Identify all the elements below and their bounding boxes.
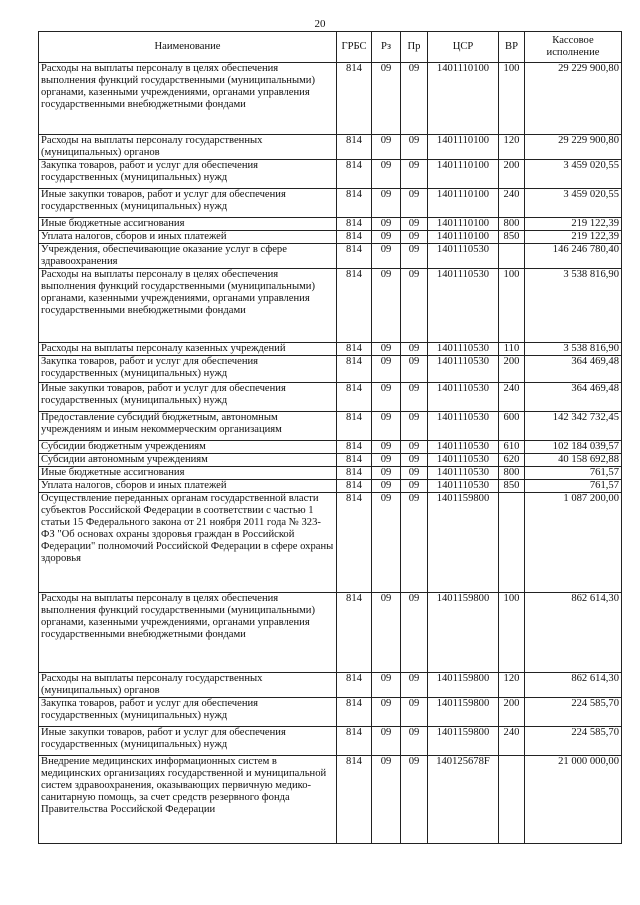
row-vr-cell: 120 xyxy=(499,673,525,698)
row-grbs-cell: 814 xyxy=(337,135,372,160)
row-csr-cell: 1401159800 xyxy=(428,493,499,593)
row-amount-cell: 142 342 732,45 xyxy=(525,412,622,441)
row-csr-cell: 1401110530 xyxy=(428,441,499,454)
table-row xyxy=(39,441,622,454)
row-vr-cell xyxy=(499,756,525,844)
header-grbs: ГРБС xyxy=(337,32,372,63)
row-pr-cell: 09 xyxy=(401,244,428,269)
row-pr-cell: 09 xyxy=(401,189,428,218)
row-vr-cell: 240 xyxy=(499,189,525,218)
row-vr-cell: 200 xyxy=(499,356,525,383)
row-grbs-cell: 814 xyxy=(337,467,372,480)
header-amount: Кассовое исполнение xyxy=(525,32,622,63)
row-rz-cell: 09 xyxy=(372,269,401,343)
row-pr-cell: 09 xyxy=(401,231,428,244)
row-pr-cell: 09 xyxy=(401,383,428,412)
row-name-cell: Иные закупки товаров, работ и услуг для обеспечения государственных (муниципальных) нужд xyxy=(39,727,337,756)
row-amount-cell: 3 459 020,55 xyxy=(525,160,622,189)
row-amount-cell: 219 122,39 xyxy=(525,231,622,244)
row-amount-cell: 3 459 020,55 xyxy=(525,189,622,218)
table-row xyxy=(39,269,622,343)
row-name-cell: Иные бюджетные ассигнования xyxy=(39,218,337,231)
row-csr-cell: 1401110530 xyxy=(428,480,499,493)
row-csr-cell: 1401110530 xyxy=(428,244,499,269)
row-pr-cell: 09 xyxy=(401,269,428,343)
row-pr-cell: 09 xyxy=(401,673,428,698)
row-rz-cell: 09 xyxy=(372,63,401,135)
row-rz-cell: 09 xyxy=(372,441,401,454)
row-grbs-cell: 814 xyxy=(337,356,372,383)
row-amount-cell: 224 585,70 xyxy=(525,698,622,727)
table-row xyxy=(39,412,622,441)
row-vr-cell: 100 xyxy=(499,63,525,135)
row-amount-cell: 364 469,48 xyxy=(525,356,622,383)
table-row xyxy=(39,135,622,160)
table-row xyxy=(39,467,622,480)
row-rz-cell: 09 xyxy=(372,673,401,698)
row-vr-cell: 620 xyxy=(499,454,525,467)
row-name-cell: Расходы на выплаты персоналу в целях обеспечения выполнения функций государственными (муниципальными) органами, казенными учреждениями, органами управления государственными внебюджетными фондами xyxy=(39,593,337,673)
table-row xyxy=(39,698,622,727)
row-amount-cell: 364 469,48 xyxy=(525,383,622,412)
row-pr-cell: 09 xyxy=(401,160,428,189)
row-csr-cell: 1401110530 xyxy=(428,356,499,383)
header-row xyxy=(39,32,622,63)
row-name-cell: Иные бюджетные ассигнования xyxy=(39,467,337,480)
row-csr-cell: 1401110100 xyxy=(428,135,499,160)
header-name: Наименование xyxy=(39,32,337,63)
row-vr-cell: 850 xyxy=(499,480,525,493)
row-rz-cell: 09 xyxy=(372,135,401,160)
row-vr-cell: 100 xyxy=(499,269,525,343)
row-vr-cell: 200 xyxy=(499,160,525,189)
table-row xyxy=(39,160,622,189)
row-name-cell: Расходы на выплаты персоналу в целях обеспечения выполнения функций государственными (муниципальными) органами, казенными учреждениями, органами управления государственными внебюджетными фондами xyxy=(39,269,337,343)
row-pr-cell: 09 xyxy=(401,467,428,480)
row-pr-cell: 09 xyxy=(401,493,428,593)
header-csr: ЦСР xyxy=(428,32,499,63)
row-rz-cell: 09 xyxy=(372,244,401,269)
row-rz-cell: 09 xyxy=(372,189,401,218)
table-row xyxy=(39,493,622,593)
row-pr-cell: 09 xyxy=(401,454,428,467)
header-pr: Пр xyxy=(401,32,428,63)
row-amount-cell: 224 585,70 xyxy=(525,727,622,756)
row-pr-cell: 09 xyxy=(401,727,428,756)
row-vr-cell: 110 xyxy=(499,343,525,356)
row-csr-cell: 1401159800 xyxy=(428,673,499,698)
header-vr: ВР xyxy=(499,32,525,63)
row-amount-cell: 29 229 900,80 xyxy=(525,135,622,160)
row-name-cell: Предоставление субсидий бюджетным, автономным учреждениям и иным некоммерческим организациям xyxy=(39,412,337,441)
table-row xyxy=(39,454,622,467)
row-name-cell: Закупка товаров, работ и услуг для обеспечения государственных (муниципальных) нужд xyxy=(39,698,337,727)
row-csr-cell: 1401110530 xyxy=(428,454,499,467)
row-grbs-cell: 814 xyxy=(337,673,372,698)
row-vr-cell: 800 xyxy=(499,218,525,231)
row-pr-cell: 09 xyxy=(401,756,428,844)
row-pr-cell: 09 xyxy=(401,412,428,441)
row-csr-cell: 1401159800 xyxy=(428,698,499,727)
row-name-cell: Расходы на выплаты персоналу государственных (муниципальных) органов xyxy=(39,135,337,160)
table-row xyxy=(39,343,622,356)
row-amount-cell: 761,57 xyxy=(525,467,622,480)
row-rz-cell: 09 xyxy=(372,412,401,441)
row-pr-cell: 09 xyxy=(401,480,428,493)
row-vr-cell: 120 xyxy=(499,135,525,160)
row-grbs-cell: 814 xyxy=(337,63,372,135)
row-pr-cell: 09 xyxy=(401,441,428,454)
row-grbs-cell: 814 xyxy=(337,480,372,493)
table-row xyxy=(39,480,622,493)
row-name-cell: Внедрение медицинских информационных систем в медицинских организациях государственной и муниципальной систем здравоохранения, оказывающих первичную медико-санитарную помощь, за счет средств резервного фонда Правительства Российской Федерации xyxy=(39,756,337,844)
row-csr-cell: 1401110530 xyxy=(428,343,499,356)
row-vr-cell: 800 xyxy=(499,467,525,480)
row-rz-cell: 09 xyxy=(372,493,401,593)
row-grbs-cell: 814 xyxy=(337,383,372,412)
table-row xyxy=(39,356,622,383)
row-grbs-cell: 814 xyxy=(337,231,372,244)
row-vr-cell: 240 xyxy=(499,727,525,756)
row-grbs-cell: 814 xyxy=(337,412,372,441)
row-amount-cell: 1 087 200,00 xyxy=(525,493,622,593)
row-amount-cell: 3 538 816,90 xyxy=(525,269,622,343)
row-rz-cell: 09 xyxy=(372,356,401,383)
row-vr-cell xyxy=(499,244,525,269)
row-amount-cell: 40 158 692,88 xyxy=(525,454,622,467)
table-row xyxy=(39,756,622,844)
table-row xyxy=(39,727,622,756)
row-name-cell: Закупка товаров, работ и услуг для обеспечения государственных (муниципальных) нужд xyxy=(39,160,337,189)
row-name-cell: Уплата налогов, сборов и иных платежей xyxy=(39,480,337,493)
row-vr-cell: 100 xyxy=(499,593,525,673)
row-pr-cell: 09 xyxy=(401,343,428,356)
row-rz-cell: 09 xyxy=(372,231,401,244)
row-rz-cell: 09 xyxy=(372,467,401,480)
page-number: 20 xyxy=(314,18,326,30)
row-grbs-cell: 814 xyxy=(337,244,372,269)
row-csr-cell: 1401110100 xyxy=(428,231,499,244)
row-amount-cell: 862 614,30 xyxy=(525,593,622,673)
row-csr-cell: 1401110530 xyxy=(428,467,499,480)
row-rz-cell: 09 xyxy=(372,698,401,727)
row-name-cell: Расходы на выплаты персоналу казенных учреждений xyxy=(39,343,337,356)
row-csr-cell: 1401110530 xyxy=(428,269,499,343)
row-rz-cell: 09 xyxy=(372,454,401,467)
row-name-cell: Иные закупки товаров, работ и услуг для обеспечения государственных (муниципальных) нужд xyxy=(39,189,337,218)
row-amount-cell: 21 000 000,00 xyxy=(525,756,622,844)
row-pr-cell: 09 xyxy=(401,356,428,383)
row-grbs-cell: 814 xyxy=(337,493,372,593)
row-pr-cell: 09 xyxy=(401,218,428,231)
row-name-cell: Иные закупки товаров, работ и услуг для обеспечения государственных (муниципальных) нужд xyxy=(39,383,337,412)
row-grbs-cell: 814 xyxy=(337,454,372,467)
row-rz-cell: 09 xyxy=(372,756,401,844)
row-name-cell: Расходы на выплаты персоналу государственных (муниципальных) органов xyxy=(39,673,337,698)
row-name-cell: Уплата налогов, сборов и иных платежей xyxy=(39,231,337,244)
row-name-cell: Закупка товаров, работ и услуг для обеспечения государственных (муниципальных) нужд xyxy=(39,356,337,383)
row-amount-cell: 761,57 xyxy=(525,480,622,493)
row-grbs-cell: 814 xyxy=(337,269,372,343)
row-csr-cell: 1401110100 xyxy=(428,189,499,218)
row-grbs-cell: 814 xyxy=(337,593,372,673)
row-vr-cell: 610 xyxy=(499,441,525,454)
row-grbs-cell: 814 xyxy=(337,160,372,189)
row-name-cell: Расходы на выплаты персоналу в целях обеспечения выполнения функций государственными (муниципальными) органами, казенными учреждениями, органами управления государственными внебюджетными фондами xyxy=(39,63,337,135)
row-csr-cell: 1401110100 xyxy=(428,160,499,189)
row-grbs-cell: 814 xyxy=(337,727,372,756)
table-row xyxy=(39,231,622,244)
row-pr-cell: 09 xyxy=(401,63,428,135)
row-amount-cell: 102 184 039,57 xyxy=(525,441,622,454)
row-grbs-cell: 814 xyxy=(337,441,372,454)
table-row xyxy=(39,593,622,673)
row-amount-cell: 146 246 780,40 xyxy=(525,244,622,269)
row-rz-cell: 09 xyxy=(372,218,401,231)
row-rz-cell: 09 xyxy=(372,160,401,189)
budget-execution-table xyxy=(38,31,622,844)
row-name-cell: Осуществление переданных органам государственной власти субъектов Российской Федерации в соответствии с частью 1 статьи 15 Федерального закона от 21 ноября 2011 года № 323-ФЗ "Об основах охраны здоровья граждан в Российской Федерации" полномочий Российской Федерации в сфере охраны здоровья xyxy=(39,493,337,593)
table-row xyxy=(39,63,622,135)
row-vr-cell xyxy=(499,493,525,593)
row-csr-cell: 1401110100 xyxy=(428,218,499,231)
row-vr-cell: 200 xyxy=(499,698,525,727)
row-grbs-cell: 814 xyxy=(337,698,372,727)
row-amount-cell: 219 122,39 xyxy=(525,218,622,231)
row-rz-cell: 09 xyxy=(372,593,401,673)
header-rz: Рз xyxy=(372,32,401,63)
table-row xyxy=(39,189,622,218)
row-pr-cell: 09 xyxy=(401,135,428,160)
row-csr-cell: 1401159800 xyxy=(428,593,499,673)
table-body xyxy=(39,63,622,844)
table-row xyxy=(39,383,622,412)
row-csr-cell: 1401110530 xyxy=(428,383,499,412)
row-grbs-cell: 814 xyxy=(337,343,372,356)
row-amount-cell: 862 614,30 xyxy=(525,673,622,698)
row-csr-cell: 140125678F xyxy=(428,756,499,844)
row-csr-cell: 1401110530 xyxy=(428,412,499,441)
row-amount-cell: 29 229 900,80 xyxy=(525,63,622,135)
row-rz-cell: 09 xyxy=(372,343,401,356)
row-amount-cell: 3 538 816,90 xyxy=(525,343,622,356)
row-pr-cell: 09 xyxy=(401,698,428,727)
row-name-cell: Субсидии автономным учреждениям xyxy=(39,454,337,467)
row-vr-cell: 240 xyxy=(499,383,525,412)
row-name-cell: Учреждения, обеспечивающие оказание услуг в сфере здравоохранения xyxy=(39,244,337,269)
row-grbs-cell: 814 xyxy=(337,189,372,218)
row-grbs-cell: 814 xyxy=(337,218,372,231)
row-rz-cell: 09 xyxy=(372,480,401,493)
row-name-cell: Субсидии бюджетным учреждениям xyxy=(39,441,337,454)
row-rz-cell: 09 xyxy=(372,383,401,412)
row-grbs-cell: 814 xyxy=(337,756,372,844)
row-csr-cell: 1401110100 xyxy=(428,63,499,135)
row-vr-cell: 850 xyxy=(499,231,525,244)
row-csr-cell: 1401159800 xyxy=(428,727,499,756)
table-row xyxy=(39,673,622,698)
table-row xyxy=(39,244,622,269)
row-pr-cell: 09 xyxy=(401,593,428,673)
table-row xyxy=(39,218,622,231)
row-rz-cell: 09 xyxy=(372,727,401,756)
row-vr-cell: 600 xyxy=(499,412,525,441)
